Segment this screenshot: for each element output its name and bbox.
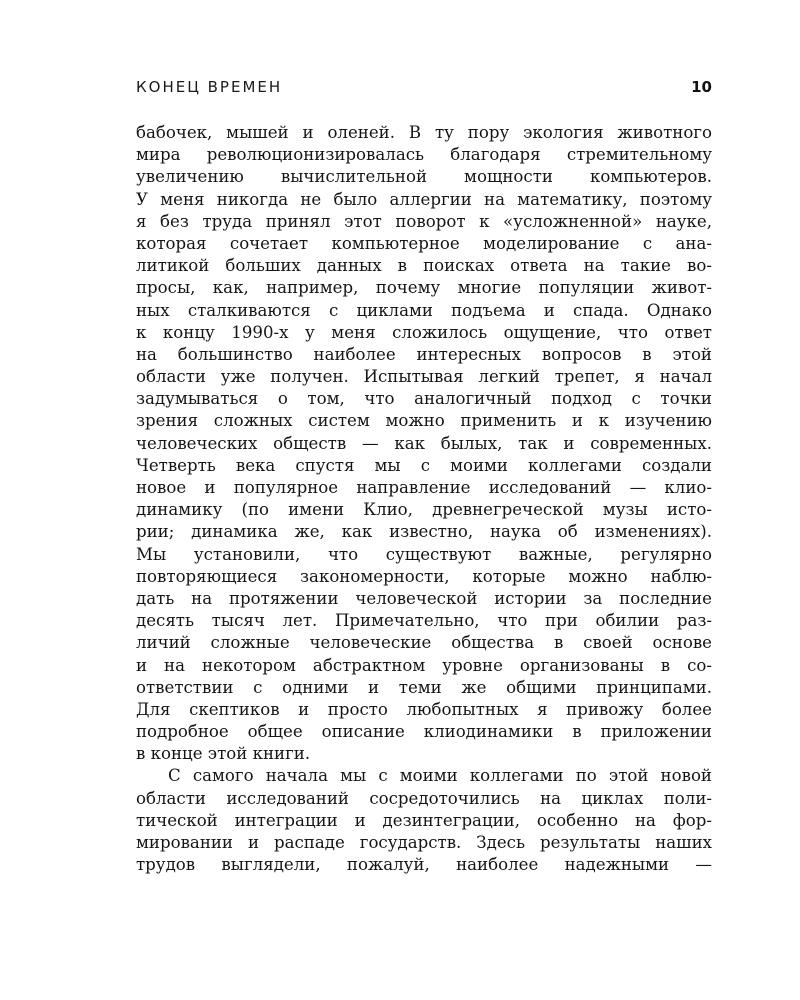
text-line: области уже получен. Испытывая легкий трепет, я начал [136, 367, 712, 387]
text-line: рии; динамика же, как известно, наука об изменениях). [136, 522, 712, 542]
text-line: зрения сложных систем можно применить и к изучению [136, 411, 712, 431]
text-line: мира революционизировалась благодаря стремительному [136, 145, 712, 165]
text-line: ответствии с одними и теми же общими принципами. [136, 677, 712, 697]
text-line: динамику (по имени Клио, древнегреческой музы исто- [136, 500, 712, 520]
text-line: подробное общее описание клиодинамики в приложении [136, 722, 712, 742]
text-line: тической интеграции и дезинтеграции, особенно на фор- [136, 810, 712, 830]
text-line: и на некотором абстрактном уровне организованы в со- [136, 655, 712, 675]
body-text [136, 122, 712, 876]
text-line: человеческих обществ — как былых, так и современных. [136, 433, 712, 453]
text-line: Четверть века спустя мы с моими коллегами создали [136, 455, 712, 475]
text-line-paragraph-end: в конце этой книги. [136, 744, 311, 764]
text-line: повторяющиеся закономерности, которые можно наблю- [136, 566, 712, 586]
text-line: трудов выглядели, пожалуй, наиболее надежными — [136, 855, 712, 875]
text-line: дать на протяжении человеческой истории за последние [136, 588, 712, 608]
page-number: 10 [691, 78, 712, 96]
text-line: к концу 1990-х у меня сложилось ощущение, что ответ [136, 322, 712, 342]
text-line: бабочек, мышей и оленей. В ту пору экология животного [136, 123, 712, 142]
text-line: которая сочетает компьютерное моделирование с ана- [136, 233, 712, 253]
text-line: увеличению вычислительной мощности компьютеров. [136, 167, 712, 187]
text-line: ных сталкиваются с циклами подъема и спада. Однако [136, 300, 712, 320]
text-line: личий сложные человеческие общества в своей основе [136, 633, 712, 653]
text-line: области исследований сосредоточились на циклах поли- [136, 788, 712, 808]
text-line: литикой больших данных в поисках ответа на такие во- [136, 256, 712, 276]
text-line: Мы установили, что существуют важные, регулярно [136, 544, 712, 564]
book-title: КОНЕЦ ВРЕМЕН [136, 78, 283, 96]
running-header [136, 78, 712, 102]
text-line: Для скептиков и просто любопытных я привожу более [136, 699, 712, 719]
text-line: просы, как, например, почему многие популяции живот- [136, 278, 712, 298]
text-line: десять тысяч лет. Примечательно, что при обилии раз- [136, 611, 712, 631]
text-line: У меня никогда не было аллергии на математику, поэтому [136, 189, 712, 209]
text-line-paragraph-start: С самого начала мы с моими коллегами по этой новой [168, 766, 712, 786]
text-line: на большинство наиболее интересных вопросов в этой [136, 344, 712, 364]
text-line: задумываться о том, что аналогичный подход с точки [136, 389, 712, 409]
text-line: я без труда принял этот поворот к «усложненной» науке, [136, 211, 712, 231]
text-line: новое и популярное направление исследований — клио- [136, 478, 712, 497]
text-line: мировании и распаде государств. Здесь результаты наших [136, 833, 712, 852]
